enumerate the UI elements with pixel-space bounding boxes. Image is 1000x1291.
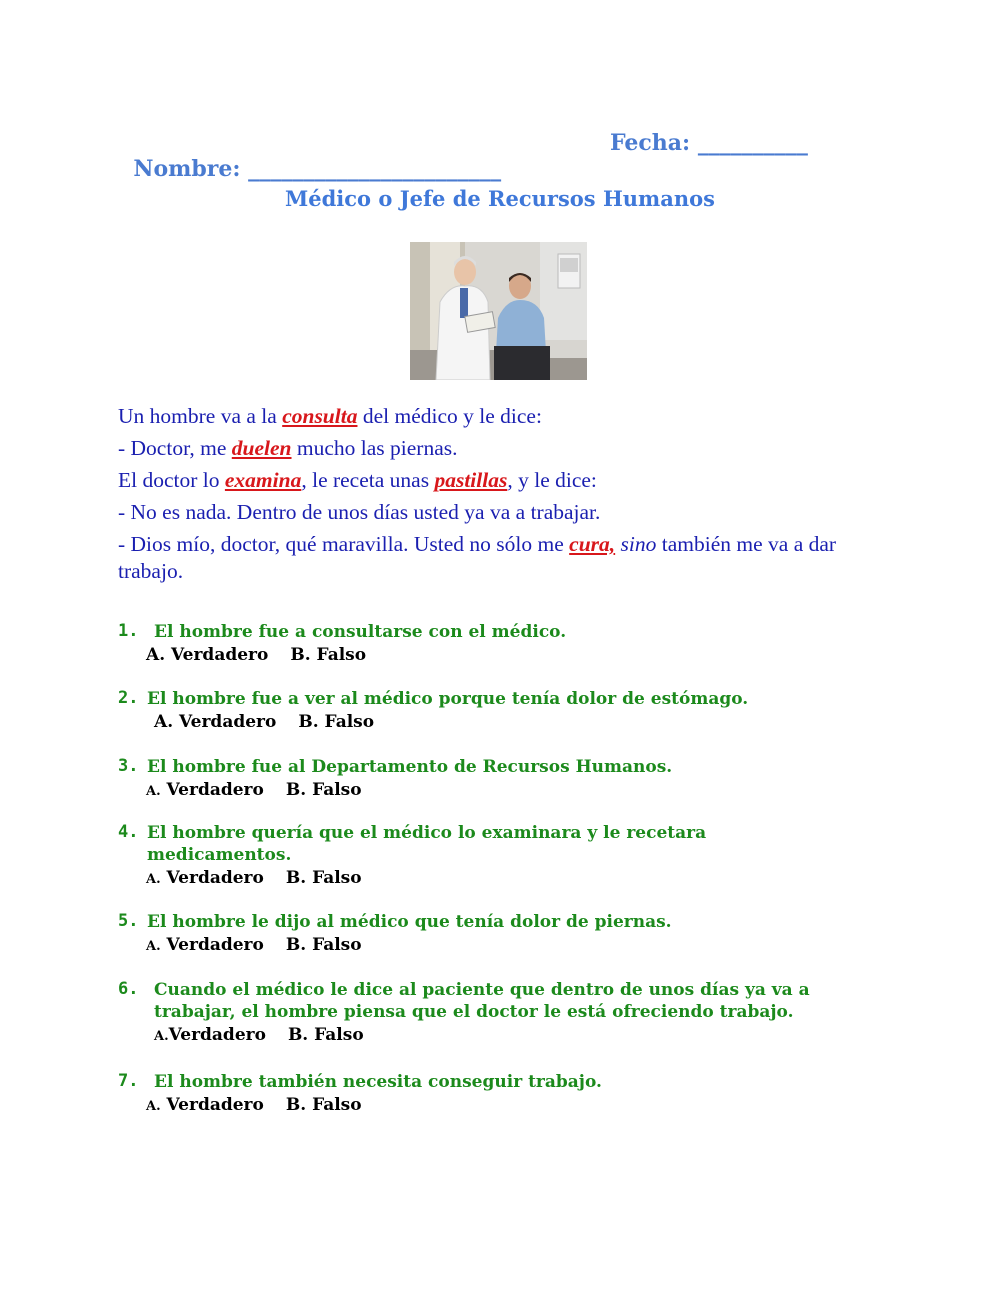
- option-a[interactable]: Verdadero: [166, 1095, 264, 1115]
- option-b[interactable]: B. Falso: [287, 1025, 364, 1045]
- option-a-letter: A.: [146, 939, 161, 954]
- doctor-patient-photo: [410, 242, 587, 380]
- story-text-segment: del médico y le dice:: [357, 404, 542, 428]
- question-6: [118, 979, 854, 1049]
- story-line-5: [118, 531, 878, 585]
- story-text-segment: también me va a dar trabajo.: [118, 532, 837, 583]
- answer-options: [118, 778, 672, 804]
- story-text-segment: - Doctor, me: [118, 436, 232, 460]
- answer-options: [118, 643, 566, 667]
- keyword-duelen: duelen: [231, 436, 292, 460]
- question-number: 6.: [118, 979, 139, 999]
- question-text: El hombre fue a ver al médico porque tenía dolor de estómago.: [147, 689, 749, 709]
- question-2: [118, 688, 748, 734]
- answer-options: [118, 933, 672, 959]
- story-line-4: - No es nada. Dentro de unos días usted ya va a trabajar.: [118, 500, 601, 524]
- question-number: 7.: [118, 1071, 139, 1091]
- answer-options: [118, 710, 748, 734]
- story-line-1: [118, 403, 878, 429]
- page-title: Médico o Jefe de Recursos Humanos: [285, 186, 715, 211]
- answer-options: [118, 1093, 602, 1119]
- option-a-letter: A.: [154, 1029, 169, 1044]
- keyword-examina: examina: [224, 468, 302, 492]
- question-3: [118, 756, 672, 804]
- story-line-2: [118, 435, 878, 461]
- story-text: [118, 403, 878, 591]
- option-a[interactable]: Verdadero: [166, 868, 264, 888]
- story-italic-sino: sino: [620, 532, 657, 556]
- question-text: Cuando el médico le dice al paciente que dentro de unos días ya va a trabajar, el hombre piensa que el doctor le está ofreciendo trabajo.: [154, 980, 810, 1022]
- question-text: El hombre le dijo al médico que tenía dolor de piernas.: [147, 912, 672, 932]
- story-text-segment: - Dios mío, doctor, qué maravilla. Usted no sólo me: [118, 532, 570, 556]
- answer-options: [118, 866, 767, 892]
- name-field-label: Nombre: _______________________: [133, 156, 502, 182]
- question-number: 1.: [118, 621, 139, 641]
- question-text: El hombre fue al Departamento de Recursos Humanos.: [147, 757, 673, 777]
- option-a[interactable]: Verdadero: [166, 780, 264, 800]
- option-b[interactable]: B. Falso: [285, 935, 362, 955]
- question-1: [118, 621, 566, 667]
- option-b[interactable]: B. Falso: [285, 1095, 362, 1115]
- option-a[interactable]: A. Verdadero: [154, 712, 277, 732]
- keyword-consulta: consulta: [282, 404, 358, 428]
- question-number: 3.: [118, 756, 139, 776]
- question-text: El hombre también necesita conseguir trabajo.: [154, 1072, 602, 1092]
- story-line-3: [118, 467, 878, 493]
- answer-options: [118, 1023, 854, 1049]
- question-7: [118, 1071, 602, 1119]
- story-text-segment: , le receta unas: [301, 468, 435, 492]
- story-text-segment: , y le dice:: [507, 468, 597, 492]
- photo-illustration: [410, 242, 587, 380]
- option-a[interactable]: Verdadero: [168, 1025, 266, 1045]
- question-4: [118, 822, 767, 892]
- option-a-letter: A.: [146, 1099, 161, 1114]
- keyword-pastillas: pastillas: [434, 468, 508, 492]
- option-b[interactable]: B. Falso: [290, 645, 367, 665]
- option-a[interactable]: Verdadero: [166, 935, 264, 955]
- option-a-letter: A.: [146, 784, 161, 799]
- question-5: [118, 911, 672, 959]
- question-number: 4.: [118, 822, 139, 842]
- story-text-segment: mucho las piernas.: [291, 436, 458, 460]
- option-b[interactable]: B. Falso: [285, 868, 362, 888]
- option-b[interactable]: B. Falso: [298, 712, 375, 732]
- question-number: 2.: [118, 688, 139, 708]
- option-b[interactable]: B. Falso: [285, 780, 362, 800]
- question-text: El hombre fue a consultarse con el médico.: [154, 622, 567, 642]
- story-text-segment: El doctor lo: [118, 468, 225, 492]
- story-text-segment: Un hombre va a la: [118, 404, 283, 428]
- option-a-letter: A.: [146, 872, 161, 887]
- question-number: 5.: [118, 911, 139, 931]
- question-text: El hombre quería que el médico lo examinara y le recetara medicamentos.: [147, 823, 707, 865]
- option-a[interactable]: A. Verdadero: [146, 645, 269, 665]
- date-field-label: Fecha: __________: [610, 130, 808, 156]
- keyword-cura: cura,: [569, 532, 616, 556]
